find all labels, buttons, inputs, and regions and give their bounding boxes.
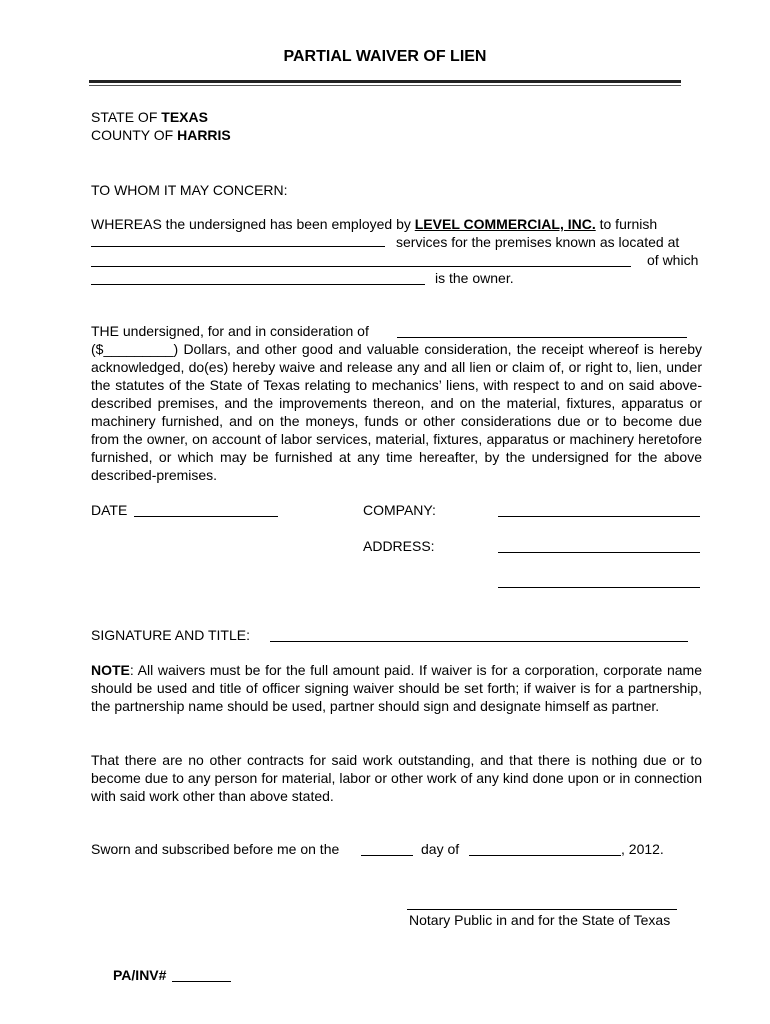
title-divider-thin (89, 85, 681, 86)
county-label: COUNTY OF (91, 127, 174, 143)
services-blank[interactable] (91, 246, 385, 247)
state-label: STATE OF (91, 109, 158, 125)
sworn-prefix: Sworn and subscribed before me on the (91, 841, 340, 857)
date-label: DATE (91, 502, 128, 518)
signature-field[interactable] (270, 641, 688, 642)
company-label: COMPANY: (363, 502, 436, 518)
consideration-amount-blank[interactable] (397, 337, 687, 338)
consideration-line-1: THE undersigned, for and in consideration of (91, 323, 369, 339)
whereas-line-1 (91, 215, 657, 233)
sworn-month-field[interactable] (469, 855, 621, 856)
whereas-prefix: WHEREAS the undersigned has been employed by (91, 216, 411, 232)
county-value: HARRIS (177, 127, 231, 143)
address-field-line-2[interactable] (498, 587, 700, 588)
whereas-line-2: services for the premises known as located at (396, 234, 680, 250)
premises-location-blank[interactable] (91, 266, 631, 267)
notary-signature-line[interactable] (407, 909, 677, 910)
contracts-paragraph: That there are no other contracts for said work outstanding, and that there is nothing due or to become due to any person for material, labor or other work of any kind done upon or in connection with said work other than above stated. (91, 752, 702, 804)
is-the-owner-text: is the owner. (435, 270, 514, 286)
pa-inv-field[interactable] (172, 981, 231, 982)
date-field[interactable] (134, 516, 278, 517)
note-paragraph (91, 661, 702, 715)
of-which-text: of which (647, 252, 699, 268)
company-field[interactable] (498, 516, 700, 517)
county-line (91, 126, 231, 144)
employer-company: LEVEL COMMERCIAL, INC. (414, 216, 596, 232)
state-line (91, 108, 208, 126)
sworn-year: , 2012. (621, 841, 664, 857)
note-text: : All waivers must be for the full amount paid. If waiver is for a corporation, corporate name should be used and title of officer signing waiver should be set forth; if waiver is for a partnership, the partnership name should be used, partner should sign and designate himself as partner. (91, 662, 702, 714)
title-divider-thick (89, 80, 681, 83)
state-value: TEXAS (161, 109, 208, 125)
signature-label: SIGNATURE AND TITLE: (91, 627, 250, 643)
consideration-body: ($_________) Dollars, and other good and valuable consideration, the receipt whereof is hereby acknowledged, do(es) hereby waive and release any and all lien or claim of, or right to, lien, under the statutes of the State of Texas relating to mechanics’ liens, with respect to and on said above-described premises, and the improvements thereon, and on the material, fixtures, apparatus or machinery furnished, and on the moneys, funds or other considerations due or to become due from the owner, on account of labor services, material, fixtures, apparatus or machinery heretofore furnished, or which may be furnished at any time hereafter, by the undersigned for the above described-premises. (91, 341, 702, 483)
sworn-day-field[interactable] (361, 855, 413, 856)
address-label: ADDRESS: (363, 538, 435, 554)
salutation: TO WHOM IT MAY CONCERN: (91, 182, 288, 198)
sworn-day-of: day of (421, 841, 460, 857)
whereas-suffix: to furnish (599, 216, 658, 232)
owner-blank[interactable] (91, 284, 425, 285)
document-title: PARTIAL WAIVER OF LIEN (283, 48, 487, 65)
notary-label: Notary Public in and for the State of Texas (409, 912, 671, 928)
pa-inv-label: PA/INV# (113, 967, 167, 983)
address-field-line-1[interactable] (498, 552, 700, 553)
note-label: NOTE (91, 662, 130, 678)
